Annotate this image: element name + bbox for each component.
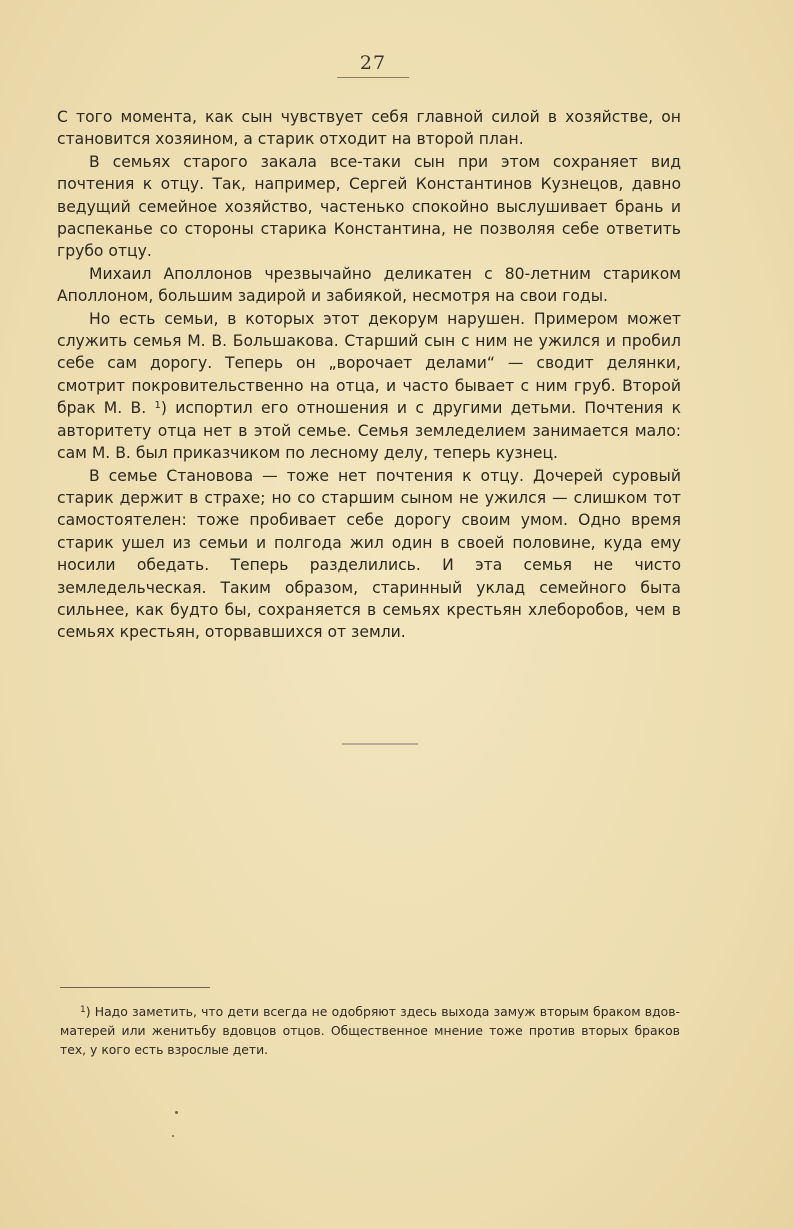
section-end-rule xyxy=(342,743,418,745)
page-number: 27 xyxy=(359,52,387,74)
footnote-marker: 1 xyxy=(80,1005,86,1015)
footnote-paragraph xyxy=(60,1002,680,1059)
footnote-rule xyxy=(60,987,210,988)
paragraph-text: Но есть семьи, в которых этот декорум нарушен. Примером может служить семья М. В. Большакова. Старший сын с ним не ужился и пробил себе сам дорогу. Теперь он „ворочает делами“ — сводит делянки, смотрит покровительственно на отца, и часто бывает с ним груб. Второй брак М. В. xyxy=(57,309,681,418)
main-text xyxy=(57,106,681,644)
paragraph: В семьях старого закала все-таки сын при этом сохраняет вид почтения к отцу. Так, например, Сергей Константинов Кузнецов, давно ведущий семейное хозяйство, частенько спокойно выслушивает брань и распеканье со стороны старика Константина, не позволяя себе ответить грубо отцу. xyxy=(57,152,681,261)
footnote-marker-close: ) xyxy=(85,1004,91,1019)
footnote xyxy=(60,1002,680,1059)
footnote-reference-close: ) xyxy=(160,399,167,418)
paragraph: С того момента, как сын чувствует себя главной силой в хозяйстве, он становится хозяином, а старик отходит на второй план. xyxy=(57,108,681,149)
paragraph: В семье Становова — тоже нет почтения к отцу. Дочерей суровый старик держит в страхе; но со старшим сыном не ужился — слишком тот самостоятелен: тоже пробивает себе дорогу своим умом. Одно время старик ушел из семьи и полгода жил один в своей половине, куда ему носили обедать. Теперь разделились. И эта семья не чисто земледельческая. Таким образом, старинный уклад семейного быта сильнее, как будто бы, сохраняется в семьях крестьян хлеборобов, чем в семьях крестьян, оторвавшихся от земли. xyxy=(57,466,681,642)
footnote-text: Надо заметить, что дети всегда не одобряют здесь выхода замуж вторым браком вдов-матерей или женитьбу вдовцов отцов. Общественное мнение тоже против вторых браков тех, у кого есть взрослые дети. xyxy=(60,1004,680,1057)
paper-speck xyxy=(172,1135,174,1137)
paper-speck xyxy=(175,1111,178,1114)
footnote-reference: 1 xyxy=(154,400,161,412)
header-rule xyxy=(337,77,409,78)
paragraph-text-tail: испортил его отношения и с другими детьми. Почтения к авторитету отца нет в этой семье. Семья земледелием занимается мало: сам М. В. был приказчиком по лесному делу, теперь кузнец. xyxy=(57,399,681,463)
paragraph: Михаил Аполлонов чрезвычайно деликатен с 80-летним стариком Аполлоном, большим задирой и забиякой, несмотря на свои годы. xyxy=(57,264,681,306)
paragraph xyxy=(57,308,681,465)
